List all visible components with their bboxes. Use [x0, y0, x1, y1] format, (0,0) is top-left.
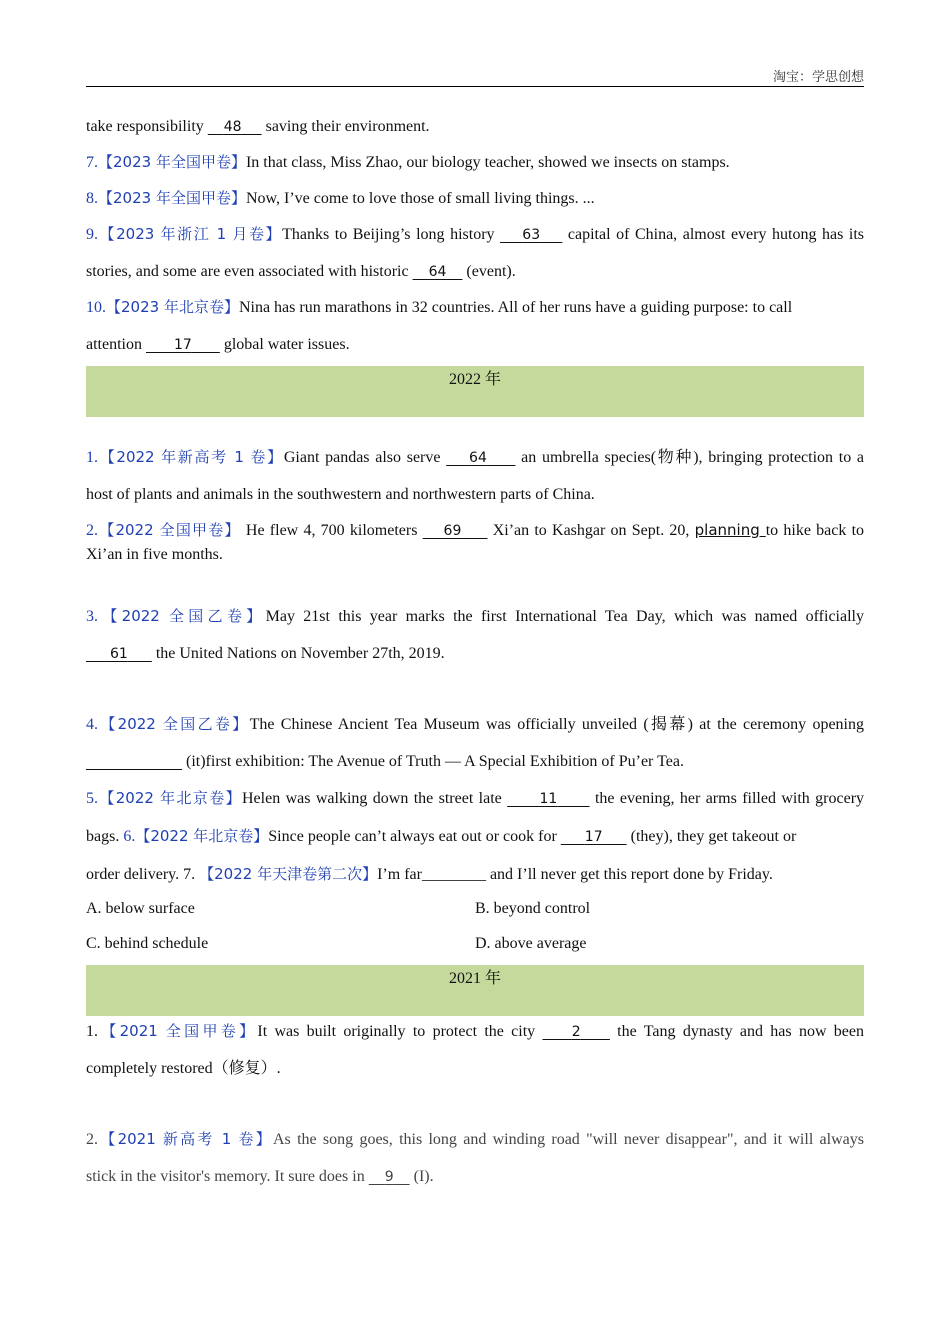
question-2021-1: 1.【2021 全国甲卷】It was built originally to protect the city 2 the Tang dynasty and has now been: [86, 1022, 865, 1040]
blank-69: 69: [443, 523, 462, 539]
option-a: A. below surface: [86, 900, 195, 917]
line-q6-tail: take responsibility 48 saving their environment.: [86, 118, 430, 135]
blank-11: 11: [539, 791, 558, 807]
header-brand: 淘宝：学思创想: [772, 70, 864, 85]
question-2023-7: 7.【2023 年全国甲卷】In that class, Miss Zhao, our biology teacher, showed we insects on stamps.: [86, 153, 730, 171]
source-tag: 【2022 年天津卷第二次】: [199, 865, 378, 883]
question-2021-1-cont: completely restored（修复）.: [86, 1060, 281, 1077]
question-2023-9-cont: stories, and some are even associated with historic 64 (event).: [86, 263, 516, 280]
question-2022-4: 4.【2022 全国乙卷】The Chinese Ancient Tea Museum was officially unveiled (揭幕) at the ceremony opening: [86, 715, 864, 733]
question-2023-9: 9.【2023 年浙江 1 月卷】Thanks to Beijing’s long history 63 capital of China, almost every hutong has its: [86, 225, 865, 243]
source-tag: 【2023 年北京卷】: [106, 298, 239, 316]
blank-17b: 17: [584, 829, 603, 845]
question-2022-5-6: bags. 6.【2022 年北京卷】Since people can’t always eat out or cook for 17 (they), they get takeout or: [86, 827, 797, 845]
source-tag: 【2023 年全国甲卷】: [98, 189, 246, 207]
question-2021-2-cont: stick in the visitor's memory. It sure does in 9 (I).: [86, 1168, 434, 1185]
blank-2: 2: [571, 1024, 581, 1040]
question-2022-2: 2.【2022 全国甲卷】 He flew 4, 700 kilometers 69 Xi’an to Kashgar on Sept. 20, planning to hike back to: [86, 521, 865, 539]
option-d: D. above average: [475, 935, 587, 952]
source-tag: 【2022 全国甲卷】: [98, 521, 241, 539]
blank-64b: 64: [469, 450, 487, 466]
source-tag: 【2023 年全国甲卷】: [98, 153, 246, 171]
source-tag: 【2022 年新高考 1 卷】: [98, 448, 284, 466]
blank-63: 63: [522, 227, 541, 243]
source-tag: 【2022 年北京卷】: [98, 789, 242, 807]
option-c: C. behind schedule: [86, 935, 209, 952]
blank-64: 64: [428, 264, 447, 280]
source-tag: 【2022 年北京卷】: [135, 827, 269, 845]
question-2022-4-cont: (it)first exhibition: The Avenue of Truth — A Special Exhibition of Pu’er Tea.: [86, 751, 864, 773]
source-tag: 【2022 全国乙卷】: [98, 715, 250, 733]
question-2022-1: 1.【2022 年新高考 1 卷】Giant pandas also serve 64 an umbrella species(物种), bringing protection to a: [86, 448, 865, 466]
question-2023-8: 8.【2023 年全国甲卷】Now, I’ve come to love those of small living things. ...: [86, 189, 595, 207]
section-header-2022: 2022 年: [86, 366, 864, 417]
blank-48: 48: [223, 119, 242, 135]
question-2022-5: 5.【2022 年北京卷】Helen was walking down the street late 11 the evening, her arms filled with grocery: [86, 789, 865, 807]
section-header-2021: 2021 年: [86, 965, 864, 1016]
question-2023-10-cont: attention 17 global water issues.: [86, 336, 350, 353]
source-tag: 【2021 新高考 1 卷】: [98, 1130, 273, 1148]
blank-17: 17: [173, 337, 192, 353]
question-2022-1-cont: host of plants and animals in the southwestern and northwestern parts of China.: [86, 486, 595, 503]
source-tag: 【2023 年浙江 1 月卷】: [98, 225, 283, 243]
question-2022-2-cont: Xi’an in five months.: [86, 546, 223, 563]
blank-9: 9: [384, 1169, 394, 1185]
blank-unnumbered: [86, 753, 182, 770]
question-2021-2: 2.【2021 新高考 1 卷】As the song goes, this long and winding road "will never disappear", and it will always: [86, 1130, 864, 1148]
question-2022-3: 3.【2022 全国乙卷】May 21st this year marks the first International Tea Day, which was named officially: [86, 607, 864, 625]
question-2023-10: 10.【2023 年北京卷】Nina has run marathons in 32 countries. All of her runs have a guiding purpose: to call: [86, 298, 793, 316]
source-tag: 【2021 全国甲卷】: [98, 1022, 258, 1040]
source-tag: 【2022 全国乙卷】: [98, 607, 266, 625]
question-2022-7: order delivery. 7. 【2022 年天津卷第二次】I’m far________ and I’ll never get this report done by Friday.: [86, 865, 773, 883]
blank-61: 61: [110, 646, 128, 662]
page-header: [86, 66, 864, 87]
option-b: B. beyond control: [475, 900, 591, 917]
question-2022-3-cont: 61 the United Nations on November 27th, 2019.: [86, 643, 864, 665]
